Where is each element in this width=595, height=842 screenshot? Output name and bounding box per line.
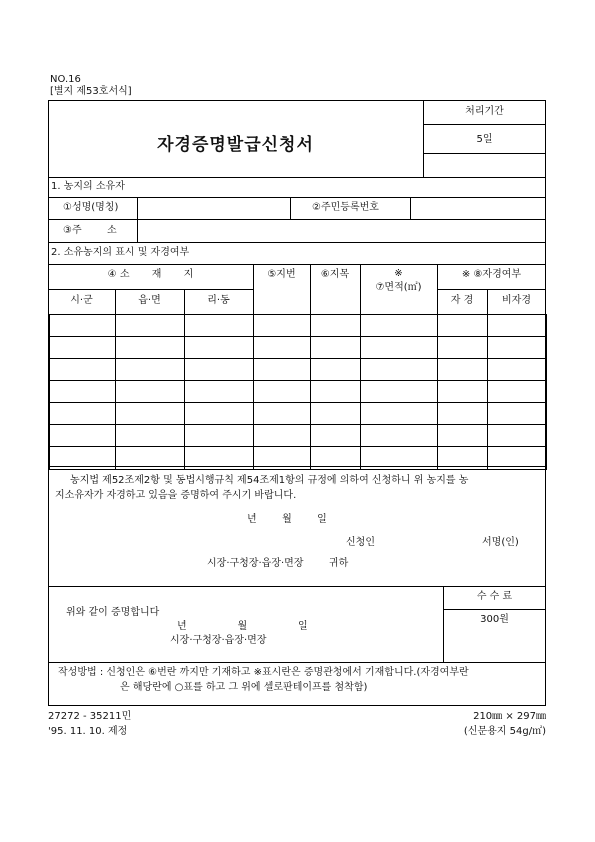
processing-period-label: 처리기간: [465, 106, 504, 117]
non-self-label: 비자경: [502, 295, 531, 306]
footer-paper-type: (신문용지 54g/㎡): [463, 726, 546, 737]
section2-heading: 2. 소유농지의 표시 및 자경여부: [51, 247, 190, 258]
self-label: 자 경: [450, 295, 474, 306]
table-row: [50, 403, 547, 425]
cell-self[interactable]: [438, 315, 488, 337]
cell-village[interactable]: [185, 403, 254, 425]
address-label: ③주 소: [63, 225, 117, 236]
table-row: [50, 381, 547, 403]
cell-village[interactable]: [185, 337, 254, 359]
land-table: [49, 314, 547, 470]
cell-city[interactable]: [50, 337, 116, 359]
cell-town[interactable]: [116, 359, 185, 381]
land-type-label: ⑥지목: [320, 269, 350, 280]
cell-nonself[interactable]: [488, 337, 547, 359]
section1-heading: 1. 농지의 소유자: [51, 181, 125, 192]
cell-nonself[interactable]: [488, 359, 547, 381]
instructions-line1: 작성방법 : 신청인은 ⑥번란 까지만 기재하고 ※표시란은 증명관청에서 기재합니다.(자경여부란: [58, 667, 469, 678]
lot-number-label: ⑤지번: [267, 269, 296, 280]
table-row: [50, 359, 547, 381]
application-date: 년 월 일: [247, 514, 327, 525]
footer-code: 27272 - 35211민: [48, 711, 132, 722]
fee-value: 300원: [480, 614, 509, 625]
area-mark: ※: [394, 268, 403, 279]
city-label: 시·군: [70, 295, 93, 306]
footer-paper-size: 210㎜ × 297㎜: [473, 711, 546, 722]
cell-city[interactable]: [50, 381, 116, 403]
application-body-line2: 지소유자가 자경하고 있음을 증명하여 주시기 바랍니다.: [55, 490, 297, 501]
cell-nonself[interactable]: [488, 403, 547, 425]
cell-landtype[interactable]: [311, 337, 361, 359]
form-number: NO.16: [50, 74, 81, 85]
cell-self[interactable]: [438, 359, 488, 381]
cell-area[interactable]: [361, 425, 438, 447]
fee-label: 수 수 료: [476, 591, 513, 602]
town-label: 읍·면: [138, 295, 161, 306]
cell-city[interactable]: [50, 359, 116, 381]
cell-town[interactable]: [116, 315, 185, 337]
cell-town[interactable]: [116, 425, 185, 447]
cell-city[interactable]: [50, 425, 116, 447]
cell-town[interactable]: [116, 337, 185, 359]
owner-name-label: ①성명(명칭): [63, 202, 119, 213]
form-reference: [별지 제53호서식]: [50, 86, 132, 97]
cell-city[interactable]: [50, 315, 116, 337]
cell-area[interactable]: [361, 337, 438, 359]
cell-town[interactable]: [116, 403, 185, 425]
cell-lot[interactable]: [254, 381, 311, 403]
location-label: ④ 소 재 지: [107, 269, 194, 280]
cell-lot[interactable]: [254, 403, 311, 425]
table-row: [50, 315, 547, 337]
certificate-issuer: 시장·구청장·읍장·면장: [170, 635, 267, 646]
cell-self[interactable]: [438, 381, 488, 403]
cell-town[interactable]: [116, 381, 185, 403]
certificate-statement: 위와 같이 증명합니다: [66, 607, 160, 618]
cell-lot[interactable]: [254, 337, 311, 359]
cell-lot[interactable]: [254, 359, 311, 381]
cell-nonself[interactable]: [488, 315, 547, 337]
cell-village[interactable]: [185, 381, 254, 403]
certificate-date: 년 월 일: [177, 621, 308, 632]
signature-label: 서명(인): [482, 537, 519, 548]
cell-landtype[interactable]: [311, 403, 361, 425]
cell-self[interactable]: [438, 425, 488, 447]
cell-nonself[interactable]: [488, 425, 547, 447]
village-label: 리·동: [207, 295, 230, 306]
resident-number-label: ②주민등록번호: [312, 202, 379, 213]
processing-period-value: 5일: [476, 134, 493, 145]
cell-lot[interactable]: [254, 315, 311, 337]
footer-enacted: '95. 11. 10. 제정: [48, 726, 128, 737]
applicant-label: 신청인: [346, 537, 375, 548]
self-cultivation-label: ※ ⑧자경여부: [461, 269, 522, 280]
cell-village[interactable]: [185, 315, 254, 337]
recipient-label: 시장·구청장·읍장·면장 귀하: [207, 558, 349, 569]
cell-area[interactable]: [361, 359, 438, 381]
cell-self[interactable]: [438, 403, 488, 425]
cell-lot[interactable]: [254, 425, 311, 447]
area-label: ⑦면적(㎡): [375, 282, 422, 293]
cell-area[interactable]: [361, 381, 438, 403]
application-body-line1: 농지법 제52조제2항 및 동법시행규칙 제54조제1항의 규정에 의하여 신청하니 위 농지를 농: [70, 475, 469, 486]
form-title: 자경증명발급신청서: [157, 135, 314, 155]
cell-nonself[interactable]: [488, 381, 547, 403]
cell-area[interactable]: [361, 315, 438, 337]
cell-village[interactable]: [185, 359, 254, 381]
cell-landtype[interactable]: [311, 359, 361, 381]
cell-village[interactable]: [185, 425, 254, 447]
table-row: [50, 337, 547, 359]
cell-area[interactable]: [361, 403, 438, 425]
instructions-line2: 은 해당란에 ○표를 하고 그 위에 셀로판테이프를 첨착함): [120, 682, 368, 693]
cell-city[interactable]: [50, 403, 116, 425]
cell-landtype[interactable]: [311, 315, 361, 337]
table-row: [50, 425, 547, 447]
cell-landtype[interactable]: [311, 425, 361, 447]
cell-self[interactable]: [438, 337, 488, 359]
cell-landtype[interactable]: [311, 381, 361, 403]
